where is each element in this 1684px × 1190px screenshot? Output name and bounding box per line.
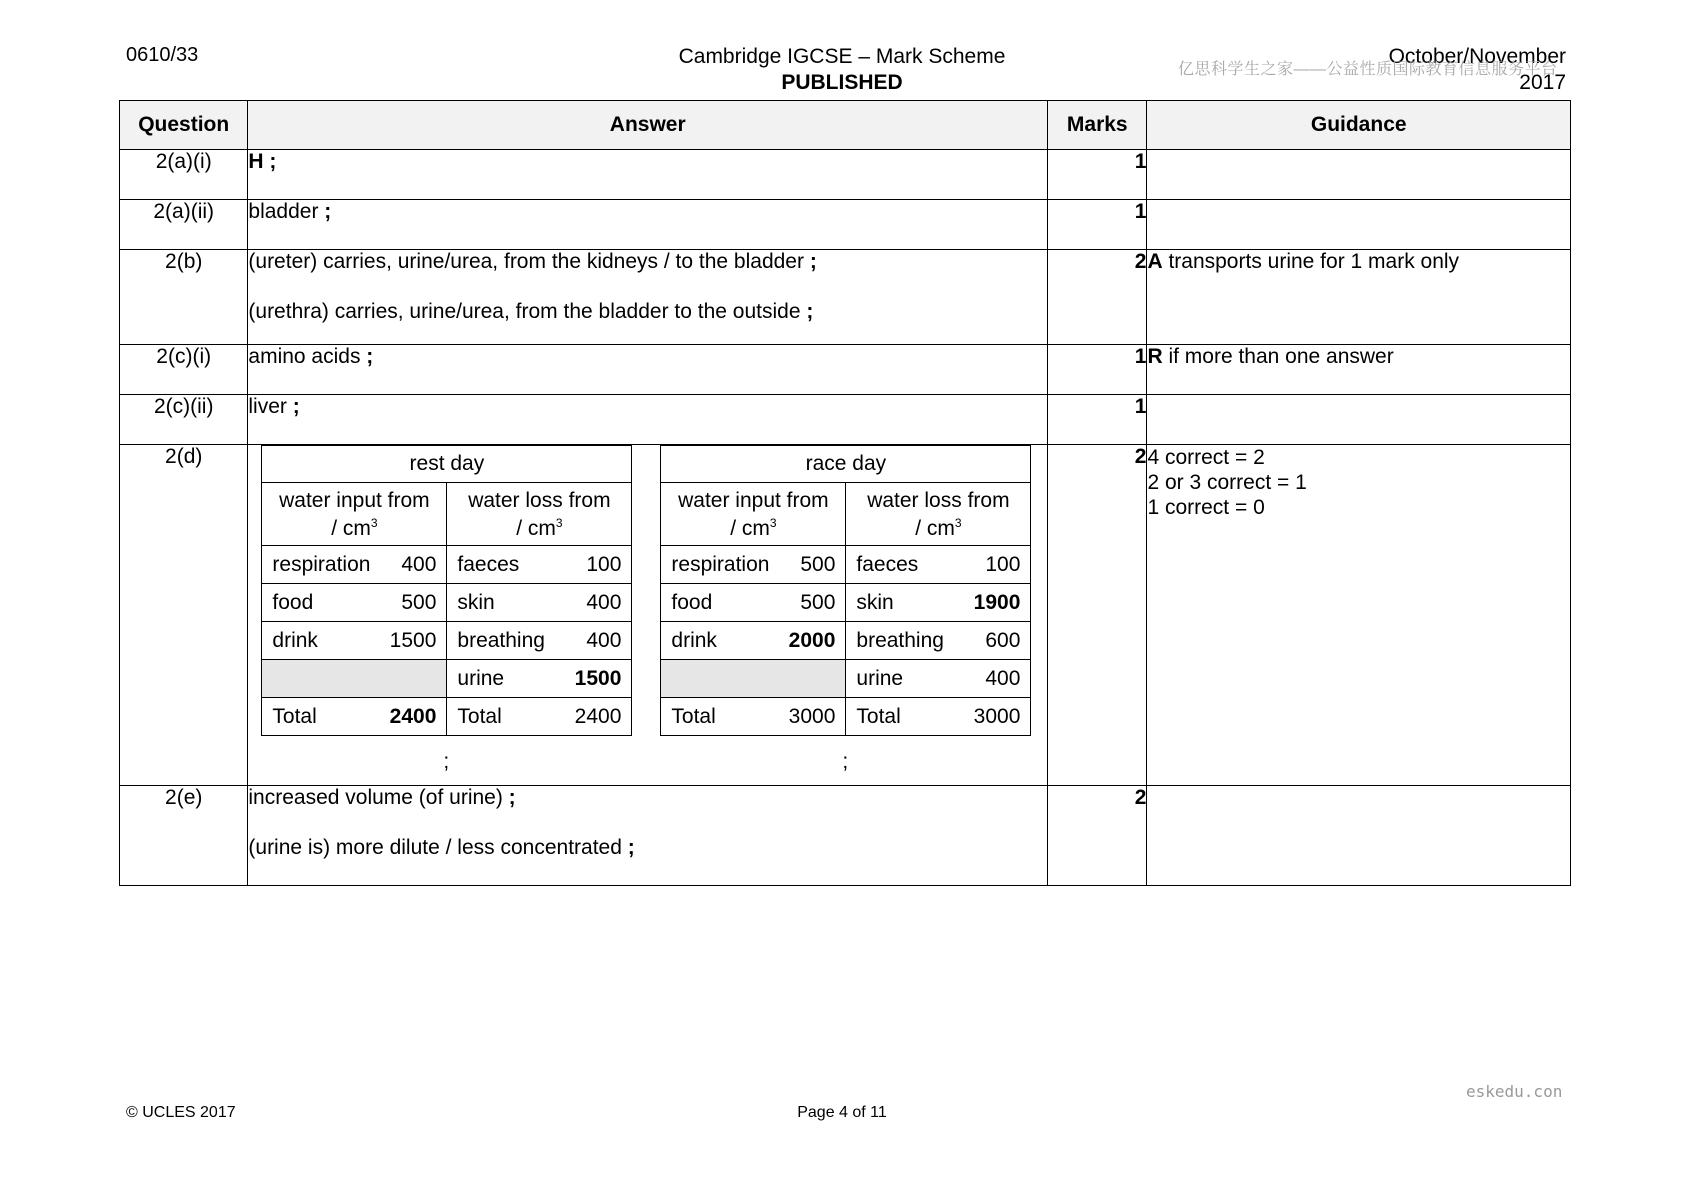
loss-entry	[447, 622, 632, 660]
marks-cell: 1	[1048, 150, 1147, 200]
rest-day-title: rest day	[262, 446, 632, 483]
input-entry	[661, 546, 846, 584]
mark-point-semicolon: ;	[842, 750, 849, 773]
entry-label: respiration	[671, 552, 770, 576]
guidance-cell	[1147, 445, 1571, 786]
title-text: Cambridge IGCSE – Mark Scheme	[678, 45, 1006, 68]
header-text: water loss from	[867, 488, 1010, 512]
empty-shaded-cell	[262, 660, 447, 698]
input-entry	[661, 584, 846, 622]
entry-label: drink	[272, 628, 318, 652]
input-entry	[262, 546, 447, 584]
loss-entry	[846, 660, 1031, 698]
guidance-text: transports urine for 1 mark only	[1162, 250, 1460, 273]
entry-label: Total	[671, 704, 716, 728]
marks-column-header: Marks	[1048, 101, 1147, 150]
entry-label: Total	[457, 704, 502, 728]
answer-line	[248, 250, 1047, 274]
entry-label: Total	[272, 704, 317, 728]
year-text: 2017	[1519, 71, 1566, 94]
table-row	[120, 150, 1571, 200]
table-row	[120, 250, 1571, 345]
guidance-cell	[1147, 345, 1571, 395]
page-number: Page 4 of 11	[797, 1104, 887, 1121]
input-entry	[262, 622, 447, 660]
entry-label: food	[671, 590, 713, 614]
guidance-column-header: Guidance	[1147, 101, 1571, 150]
mark-point-semicolon: ;	[803, 250, 817, 273]
total-loss	[846, 698, 1031, 736]
table-row	[120, 786, 1571, 886]
marks-cell: 1	[1048, 200, 1147, 250]
guidance-code: A	[1147, 250, 1163, 273]
entry-label: food	[272, 590, 314, 614]
total-input	[262, 698, 447, 736]
entry-value: 3000	[788, 704, 836, 728]
header-text: water input from	[678, 488, 829, 512]
entry-value: 400	[586, 590, 622, 614]
mark-point-semicolon: ;	[443, 750, 450, 773]
guidance-code: R	[1147, 345, 1163, 368]
loss-entry	[447, 546, 632, 584]
answer-value: 2400	[389, 704, 437, 728]
answer-cell	[248, 345, 1048, 395]
loss-entry	[447, 584, 632, 622]
unit-exponent: 3	[555, 515, 563, 530]
entry-label: breathing	[856, 628, 944, 652]
answer-text: H ;	[248, 150, 277, 173]
entry-value: 3000	[973, 704, 1021, 728]
watermark-text: 亿思科学生之家——公益性质国际教育信息服务平台	[1178, 61, 1558, 78]
table-row	[120, 445, 1571, 786]
answer-text: (urine is) more dilute / less concentrated	[248, 836, 622, 859]
answer-cell	[248, 395, 1048, 445]
unit-exponent: 3	[954, 515, 962, 530]
rest-day-table	[261, 445, 632, 736]
entry-value: 1500	[389, 628, 437, 652]
answer-line	[248, 786, 1047, 810]
entry-value: 2400	[574, 704, 622, 728]
empty-shaded-cell	[661, 660, 846, 698]
mark-point-semicolon: ;	[360, 345, 374, 368]
session-text: October/November	[1388, 45, 1566, 68]
loss-entry	[447, 660, 632, 698]
question-number: 2(d)	[120, 445, 248, 786]
guidance-line: 1 correct = 0	[1147, 496, 1265, 519]
entry-value: 400	[401, 552, 437, 576]
guidance-cell	[1147, 200, 1571, 250]
entry-label: drink	[671, 628, 717, 652]
answer-value: 2000	[788, 628, 836, 652]
entry-label: urine	[856, 666, 904, 690]
answer-line	[248, 836, 1047, 860]
entry-value: 100	[586, 552, 622, 576]
race-day-title: race day	[661, 446, 1031, 483]
loss-entry	[846, 622, 1031, 660]
entry-label: skin	[856, 590, 894, 614]
mark-point-semicolon: ;	[286, 395, 300, 418]
entry-label: respiration	[272, 552, 371, 576]
answer-cell	[248, 445, 1048, 786]
marks-cell: 2	[1048, 250, 1147, 345]
loss-entry	[846, 584, 1031, 622]
published-label: PUBLISHED	[781, 71, 903, 94]
water-input-header	[262, 483, 447, 546]
answer-value: 1900	[973, 590, 1021, 614]
guidance-line: 4 correct = 2	[1147, 446, 1265, 469]
entry-label: faeces	[856, 552, 919, 576]
entry-label: faeces	[457, 552, 520, 576]
water-balance-figure	[261, 445, 1047, 785]
guidance-cell	[1147, 250, 1571, 345]
question-number: 2(c)(ii)	[120, 395, 248, 445]
entry-value: 500	[800, 590, 836, 614]
header-text: water loss from	[468, 488, 611, 512]
answer-line	[248, 300, 1047, 324]
entry-label: urine	[457, 666, 505, 690]
mark-point-semicolon: ;	[800, 300, 814, 323]
question-number: 2(b)	[120, 250, 248, 345]
answer-cell	[248, 150, 1048, 200]
marks-cell: 2	[1048, 786, 1147, 886]
guidance-cell	[1147, 150, 1571, 200]
question-column-header: Question	[120, 101, 248, 150]
loss-entry	[846, 546, 1031, 584]
answer-text: amino acids	[248, 345, 361, 368]
marks-cell: 1	[1048, 395, 1147, 445]
answer-column-header: Answer	[248, 101, 1048, 150]
entry-label: Total	[856, 704, 901, 728]
guidance-cell	[1147, 786, 1571, 886]
answer-text: increased volume (of urine)	[248, 786, 503, 809]
race-day-table	[660, 445, 1031, 736]
answer-cell	[248, 786, 1048, 886]
mark-point-semicolon: ;	[318, 200, 332, 223]
site-watermark: eskedu.con	[1466, 1082, 1563, 1101]
mark-scheme-table	[119, 100, 1571, 886]
paper-code: 0610/33	[126, 44, 199, 66]
copyright-text: © UCLES 2017	[126, 1104, 236, 1121]
mark-point-semicolon: ;	[621, 836, 635, 859]
guidance-text: if more than one answer	[1162, 345, 1394, 368]
answer-text: (urethra) carries, urine/urea, from the bladder to the outside	[248, 300, 801, 323]
question-number: 2(c)(i)	[120, 345, 248, 395]
guidance-cell	[1147, 395, 1571, 445]
water-loss-header	[447, 483, 632, 546]
input-entry	[262, 584, 447, 622]
unit-text: / cm	[516, 516, 556, 540]
entry-label: breathing	[457, 628, 545, 652]
entry-value: 100	[985, 552, 1021, 576]
question-number: 2(a)(i)	[120, 150, 248, 200]
marks-cell: 1	[1048, 345, 1147, 395]
entry-value: 600	[985, 628, 1021, 652]
table-row	[120, 395, 1571, 445]
answer-value: 1500	[574, 666, 622, 690]
mark-point-semicolon: ;	[502, 786, 516, 809]
answer-cell	[248, 250, 1048, 345]
answer-cell	[248, 200, 1048, 250]
question-number: 2(a)(ii)	[120, 200, 248, 250]
water-input-header	[661, 483, 846, 546]
question-number: 2(e)	[120, 786, 248, 886]
water-loss-header	[846, 483, 1031, 546]
guidance-line: 2 or 3 correct = 1	[1147, 471, 1307, 494]
header-text: water input from	[279, 488, 430, 512]
entry-value: 400	[985, 666, 1021, 690]
unit-text: / cm	[331, 516, 371, 540]
entry-label: skin	[457, 590, 495, 614]
table-row	[120, 345, 1571, 395]
marks-cell: 2	[1048, 445, 1147, 786]
table-row	[120, 200, 1571, 250]
entry-value: 500	[800, 552, 836, 576]
total-loss	[447, 698, 632, 736]
answer-text: liver	[248, 395, 287, 418]
total-input	[661, 698, 846, 736]
unit-text: / cm	[915, 516, 955, 540]
unit-exponent: 3	[370, 515, 378, 530]
entry-value: 400	[586, 628, 622, 652]
unit-text: / cm	[730, 516, 770, 540]
input-entry	[661, 622, 846, 660]
entry-value: 500	[401, 590, 437, 614]
answer-text: (ureter) carries, urine/urea, from the kidneys / to the bladder	[248, 250, 804, 273]
table-header-row	[120, 101, 1571, 150]
unit-exponent: 3	[769, 515, 777, 530]
answer-text: bladder	[248, 200, 319, 223]
